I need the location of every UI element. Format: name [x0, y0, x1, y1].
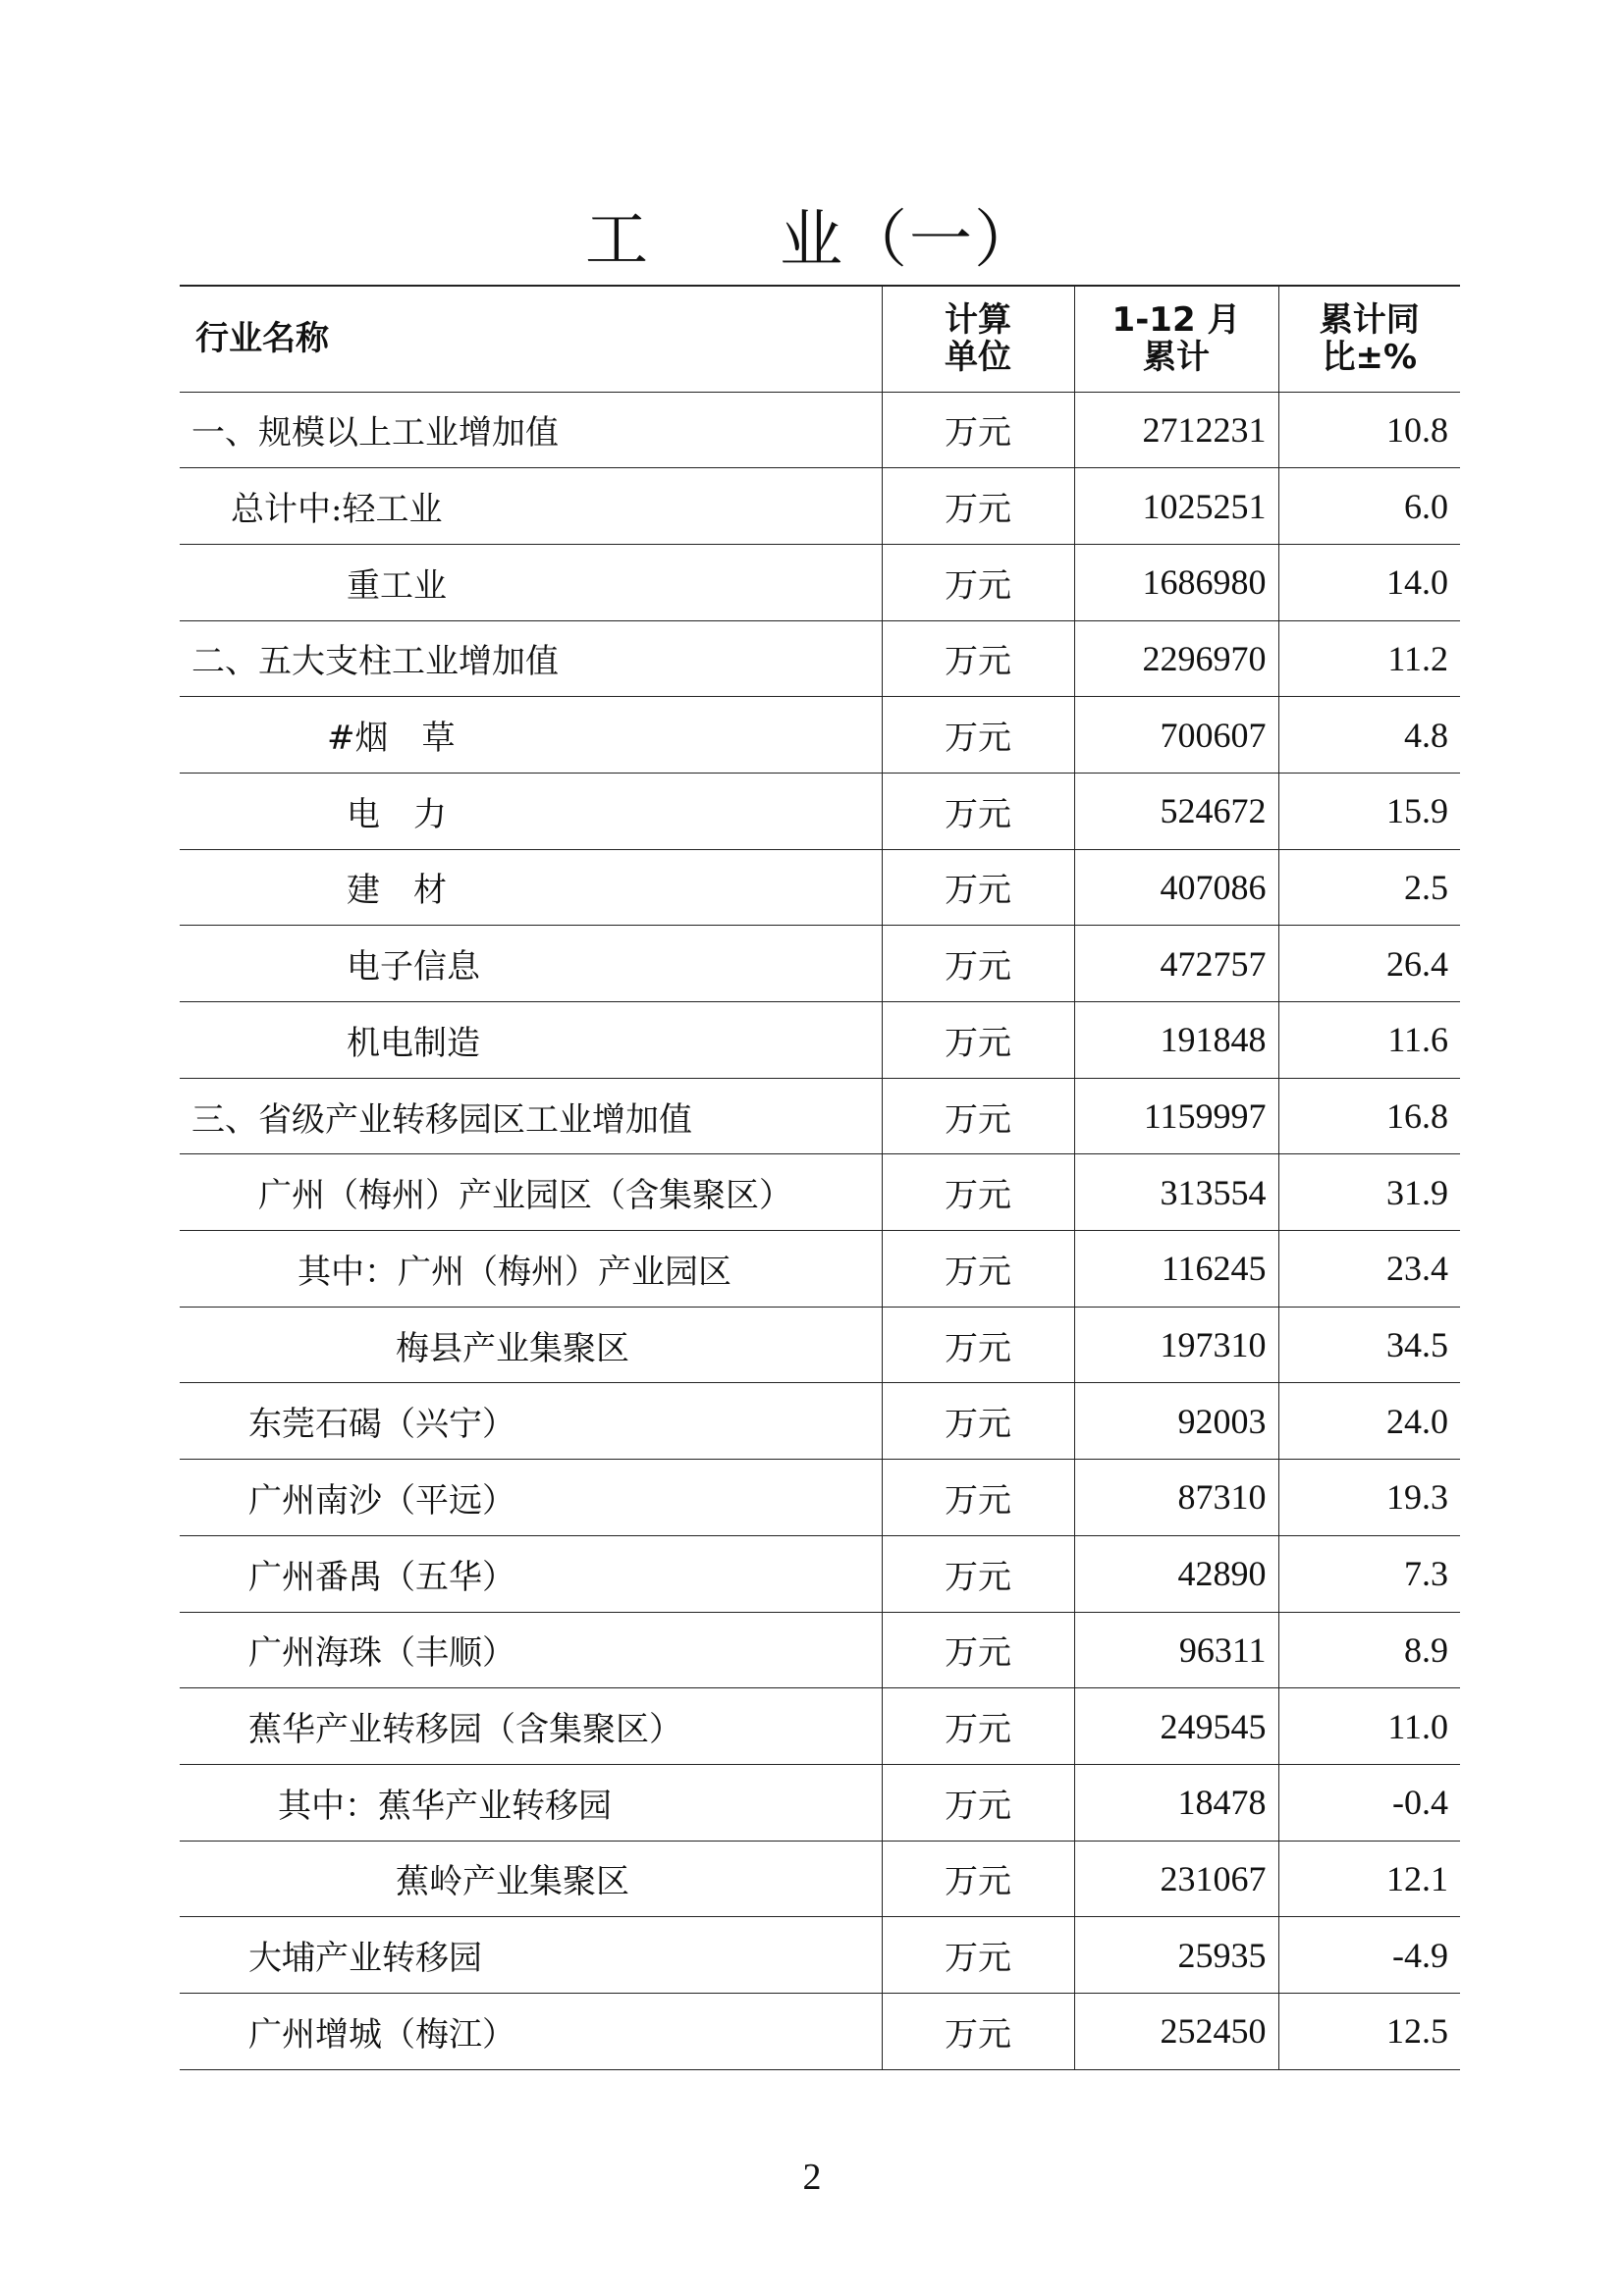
table-row: [180, 1917, 1460, 1994]
row-industry-name: 广州海珠（丰顺）: [180, 1612, 882, 1688]
row-industry-name: 东莞石碣（兴宁）: [180, 1383, 882, 1460]
table-row: [180, 392, 1460, 468]
header-yoy: [1278, 286, 1460, 392]
table-row: [180, 1154, 1460, 1231]
table-row: [180, 1612, 1460, 1688]
table-row: [180, 1535, 1460, 1612]
table-row: [180, 1231, 1460, 1308]
table-row: [180, 926, 1460, 1002]
row-unit: 万元: [882, 1383, 1074, 1460]
row-cumulative-value: 42890: [1074, 1535, 1278, 1612]
row-unit: 万元: [882, 1612, 1074, 1688]
row-yoy-percent: -0.4: [1278, 1764, 1460, 1841]
row-cumulative-value: 2296970: [1074, 620, 1278, 697]
row-industry-name: 电子信息: [180, 926, 882, 1002]
row-unit: 万元: [882, 1535, 1074, 1612]
row-yoy-percent: 12.5: [1278, 1993, 1460, 2069]
row-yoy-percent: 7.3: [1278, 1535, 1460, 1612]
row-unit: 万元: [882, 1688, 1074, 1765]
row-yoy-percent: 11.0: [1278, 1688, 1460, 1765]
row-unit: 万元: [882, 468, 1074, 545]
table-row: [180, 1002, 1460, 1079]
row-unit: 万元: [882, 1993, 1074, 2069]
row-unit: 万元: [882, 392, 1074, 468]
row-cumulative-value: 1686980: [1074, 544, 1278, 620]
row-yoy-percent: 24.0: [1278, 1383, 1460, 1460]
row-industry-name: #烟 草: [180, 697, 882, 774]
row-yoy-percent: 11.6: [1278, 1002, 1460, 1079]
row-industry-name: 重工业: [180, 544, 882, 620]
row-yoy-percent: 10.8: [1278, 392, 1460, 468]
row-cumulative-value: 18478: [1074, 1764, 1278, 1841]
row-industry-name: 三、省级产业转移园区工业增加值: [180, 1078, 882, 1154]
row-industry-name: 二、五大支柱工业增加值: [180, 620, 882, 697]
table-header-row: [180, 286, 1460, 392]
row-cumulative-value: 92003: [1074, 1383, 1278, 1460]
row-yoy-percent: 31.9: [1278, 1154, 1460, 1231]
table-row: [180, 1078, 1460, 1154]
row-industry-name: 一、规模以上工业增加值: [180, 392, 882, 468]
table-row: [180, 849, 1460, 926]
page-number: 2: [802, 2157, 822, 2198]
header-unit: [882, 286, 1074, 392]
row-unit: 万元: [882, 1154, 1074, 1231]
row-unit: 万元: [882, 773, 1074, 849]
row-unit: 万元: [882, 1078, 1074, 1154]
table-row: [180, 620, 1460, 697]
row-yoy-percent: 8.9: [1278, 1612, 1460, 1688]
row-yoy-percent: 15.9: [1278, 773, 1460, 849]
header-cumulative-line2: 累计: [1143, 338, 1210, 378]
row-industry-name: 机电制造: [180, 1002, 882, 1079]
row-cumulative-value: 249545: [1074, 1688, 1278, 1765]
row-industry-name: 建 材: [180, 849, 882, 926]
row-cumulative-value: 407086: [1074, 849, 1278, 926]
table-row: [180, 544, 1460, 620]
table-body: [180, 392, 1460, 2069]
table-row: [180, 1383, 1460, 1460]
header-yoy-line1: 累计同: [1319, 300, 1420, 341]
header-unit-line2: 单位: [945, 338, 1011, 378]
row-yoy-percent: 26.4: [1278, 926, 1460, 1002]
table-row: [180, 1764, 1460, 1841]
row-industry-name: 其中：广州（梅州）产业园区: [180, 1231, 882, 1308]
row-unit: 万元: [882, 1307, 1074, 1383]
row-yoy-percent: 2.5: [1278, 849, 1460, 926]
industry-table-container: [180, 285, 1460, 2070]
row-yoy-percent: 4.8: [1278, 697, 1460, 774]
row-unit: 万元: [882, 1231, 1074, 1308]
row-yoy-percent: -4.9: [1278, 1917, 1460, 1994]
row-unit: 万元: [882, 1002, 1074, 1079]
header-unit-line1: 计算: [945, 300, 1011, 341]
row-industry-name: 广州增城（梅江）: [180, 1993, 882, 2069]
table-row: [180, 1307, 1460, 1383]
table-row: [180, 1688, 1460, 1765]
row-industry-name: 总计中:轻工业: [180, 468, 882, 545]
row-unit: 万元: [882, 1460, 1074, 1536]
table-row: [180, 697, 1460, 774]
row-industry-name: 梅县产业集聚区: [180, 1307, 882, 1383]
row-yoy-percent: 23.4: [1278, 1231, 1460, 1308]
row-unit: 万元: [882, 1841, 1074, 1917]
row-industry-name: 广州番禺（五华）: [180, 1535, 882, 1612]
row-cumulative-value: 116245: [1074, 1231, 1278, 1308]
row-cumulative-value: 1159997: [1074, 1078, 1278, 1154]
row-unit: 万元: [882, 1764, 1074, 1841]
row-industry-name: 大埔产业转移园: [180, 1917, 882, 1994]
row-yoy-percent: 16.8: [1278, 1078, 1460, 1154]
row-yoy-percent: 12.1: [1278, 1841, 1460, 1917]
row-cumulative-value: 96311: [1074, 1612, 1278, 1688]
header-cumulative: [1074, 286, 1278, 392]
row-cumulative-value: 524672: [1074, 773, 1278, 849]
row-cumulative-value: 25935: [1074, 1917, 1278, 1994]
row-unit: 万元: [882, 620, 1074, 697]
page-title: 工 业（一）: [585, 204, 1039, 277]
row-cumulative-value: 2712231: [1074, 392, 1278, 468]
row-yoy-percent: 14.0: [1278, 544, 1460, 620]
row-industry-name: 广州（梅州）产业园区（含集聚区）: [180, 1154, 882, 1231]
row-cumulative-value: 313554: [1074, 1154, 1278, 1231]
row-unit: 万元: [882, 1917, 1074, 1994]
row-industry-name: 其中：蕉华产业转移园: [180, 1764, 882, 1841]
row-unit: 万元: [882, 849, 1074, 926]
row-cumulative-value: 231067: [1074, 1841, 1278, 1917]
row-unit: 万元: [882, 544, 1074, 620]
row-cumulative-value: 87310: [1074, 1460, 1278, 1536]
row-cumulative-value: 1025251: [1074, 468, 1278, 545]
row-unit: 万元: [882, 926, 1074, 1002]
table-row: [180, 1841, 1460, 1917]
table-row: [180, 773, 1460, 849]
row-industry-name: 广州南沙（平远）: [180, 1460, 882, 1536]
row-cumulative-value: 197310: [1074, 1307, 1278, 1383]
industry-table: [180, 285, 1460, 2070]
row-yoy-percent: 19.3: [1278, 1460, 1460, 1536]
row-cumulative-value: 472757: [1074, 926, 1278, 1002]
row-industry-name: 蕉岭产业集聚区: [180, 1841, 882, 1917]
row-yoy-percent: 34.5: [1278, 1307, 1460, 1383]
row-yoy-percent: 11.2: [1278, 620, 1460, 697]
table-row: [180, 468, 1460, 545]
header-industry-name: 行业名称: [180, 286, 882, 392]
row-cumulative-value: 252450: [1074, 1993, 1278, 2069]
header-cumulative-line1: 1-12 月: [1111, 300, 1241, 341]
row-yoy-percent: 6.0: [1278, 468, 1460, 545]
row-industry-name: 蕉华产业转移园（含集聚区）: [180, 1688, 882, 1765]
row-cumulative-value: 191848: [1074, 1002, 1278, 1079]
table-row: [180, 1460, 1460, 1536]
row-industry-name: 电 力: [180, 773, 882, 849]
row-unit: 万元: [882, 697, 1074, 774]
header-yoy-line2: 比±%: [1322, 338, 1418, 378]
table-row: [180, 1993, 1460, 2069]
row-cumulative-value: 700607: [1074, 697, 1278, 774]
